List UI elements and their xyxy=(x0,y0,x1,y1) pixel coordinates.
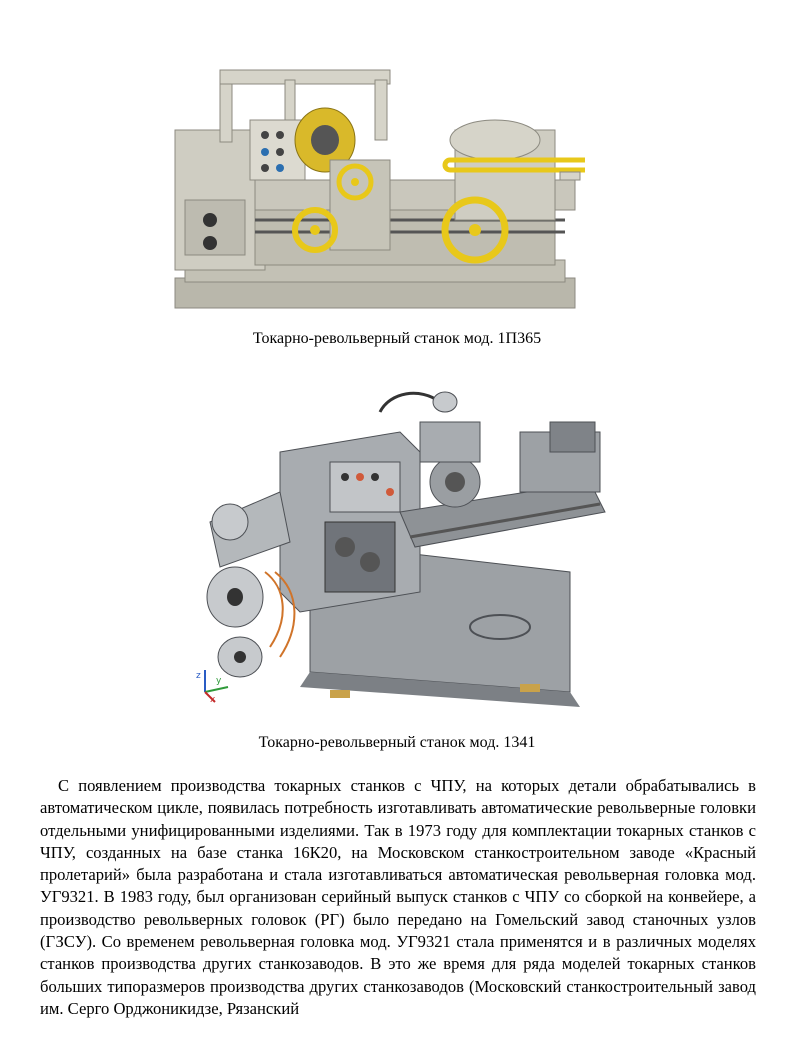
axis-x-label: x xyxy=(210,695,216,705)
figure-2-image xyxy=(190,372,620,722)
body-paragraph: С появлением производства токарных станков с ЧПУ, на которых детали обрабатывались в автоматическом цикле, появилась потребность изготавливать автоматические револьверные головки отдельными унифицированными изделиями. Так в 1973 году для комплектации токарных станков с ЧПУ, созданных на базе станка 16К20, на Московском станкостроительном заводе «Красный пролетарий» была разработана и стала изготавливаться автоматическая револьверная головка мод. УГ9321. В 1983 году, был организован серийный выпуск станков с ЧПУ со сборкой на конвейере, а производство револьверных головок (РГ) было передано на Гомельский завод станочных узлов (ГЗСУ). Со временем револьверная головка мод. УГ9321 стала применятся и в различных моделях станков производства других станкозаводов. В это же время для ряда моделей токарных станков больших типоразмеров производства других станкозаводов (Московский станкостроительный завод им. Серго Орджоникидзе, Рязанский xyxy=(40,776,756,1018)
figure-2-caption: Токарно-револьверный станок мод. 1341 xyxy=(258,734,536,751)
figure-1-image xyxy=(165,60,585,320)
axis-y-label: y xyxy=(216,676,222,686)
figure-1-caption: Токарно-револьверный станок мод. 1П365 xyxy=(252,330,542,347)
axis-z-label: z xyxy=(196,671,201,681)
